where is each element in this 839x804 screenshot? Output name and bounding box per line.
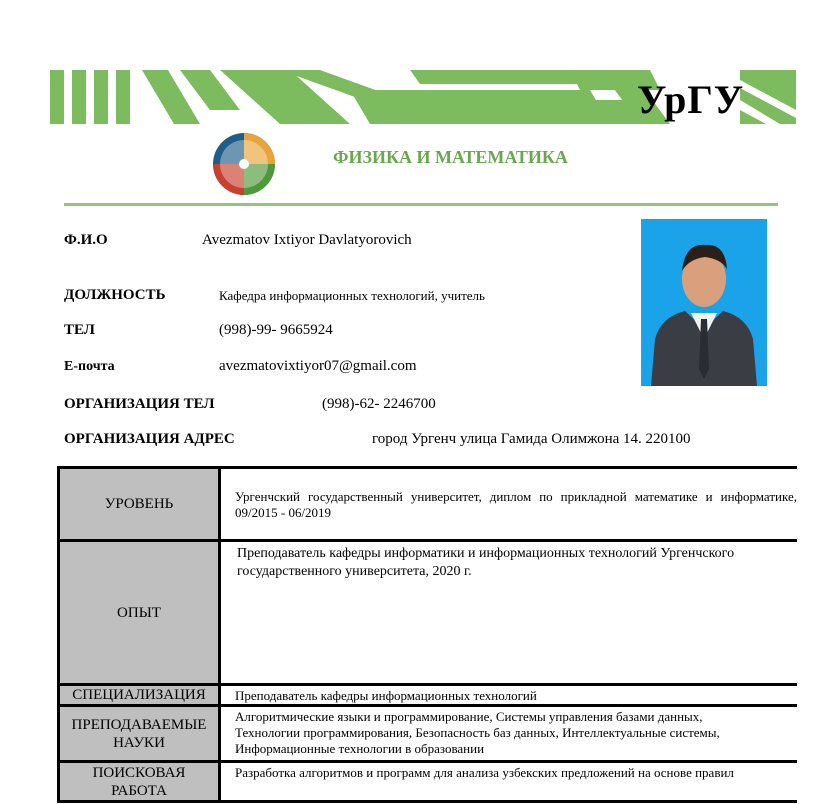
name-label: Ф.И.О — [64, 232, 108, 248]
phone-value: (998)-99- 9665924 — [219, 322, 333, 338]
level-value: Ургенчский государственный университет, диплом по прикладной математике и информатике, 09/2015 - 06/2019 — [220, 468, 798, 541]
header-divider — [64, 203, 778, 206]
position-value: Кафедра информационных технологий, учитель — [219, 288, 485, 303]
taught-subjects-value: Алгоритмические языки и программирование, Системы управления базами данных, Технологии программирования, Безопасность баз данных, Интеллектуальные системы, Информационные технологии в образовании — [220, 706, 798, 762]
org-phone-label: ОРГАНИЗАЦИЯ ТЕЛ — [64, 396, 215, 412]
level-label: УРОВЕНЬ — [59, 468, 220, 541]
taught-subjects-label: ПРЕПОДАВАЕМЫЕ НАУКИ — [59, 706, 220, 762]
experience-value: Преподаватель кафедры информатики и информационных технологий Ургенчского государственного университета, 2020 г. — [220, 541, 798, 685]
specialization-label: СПЕЦИАЛИЗАЦИЯ — [59, 685, 220, 706]
specialization-value: Преподаватель кафедры информационных технологий — [220, 685, 798, 706]
org-address-label: ОРГАНИЗАЦИЯ АДРЕС — [64, 431, 235, 447]
email-label: E-почта — [64, 359, 115, 374]
org-address-value: город Ургенч улица Гамида Олимжона 14. 220100 — [372, 431, 691, 447]
university-logo-text: УрГУ — [637, 77, 745, 122]
position-label: ДОЛЖНОСТЬ — [64, 287, 166, 303]
faculty-title: ФИЗИКА И МАТЕМАТИКА — [333, 147, 568, 167]
table-row — [59, 685, 798, 706]
research-value: Разработка алгоритмов и программ для анализа узбекских предложений на основе правил — [220, 762, 798, 802]
experience-label: ОПЫТ — [59, 541, 220, 685]
faculty-emblem-icon — [212, 132, 276, 196]
table-row — [59, 762, 798, 802]
name-value: Avezmatov Ixtiyor Davlatyorovich — [202, 232, 412, 248]
org-phone-value: (998)-62- 2246700 — [322, 396, 436, 412]
table-row — [59, 468, 798, 541]
phone-label: ТЕЛ — [64, 322, 95, 338]
details-table — [57, 466, 797, 803]
email-value[interactable]: avezmatovixtiyor07@gmail.com — [219, 358, 417, 374]
research-label: ПОИСКОВАЯ РАБОТА — [59, 762, 220, 802]
table-row — [59, 541, 798, 685]
table-row — [59, 706, 798, 762]
profile-photo — [641, 219, 767, 386]
